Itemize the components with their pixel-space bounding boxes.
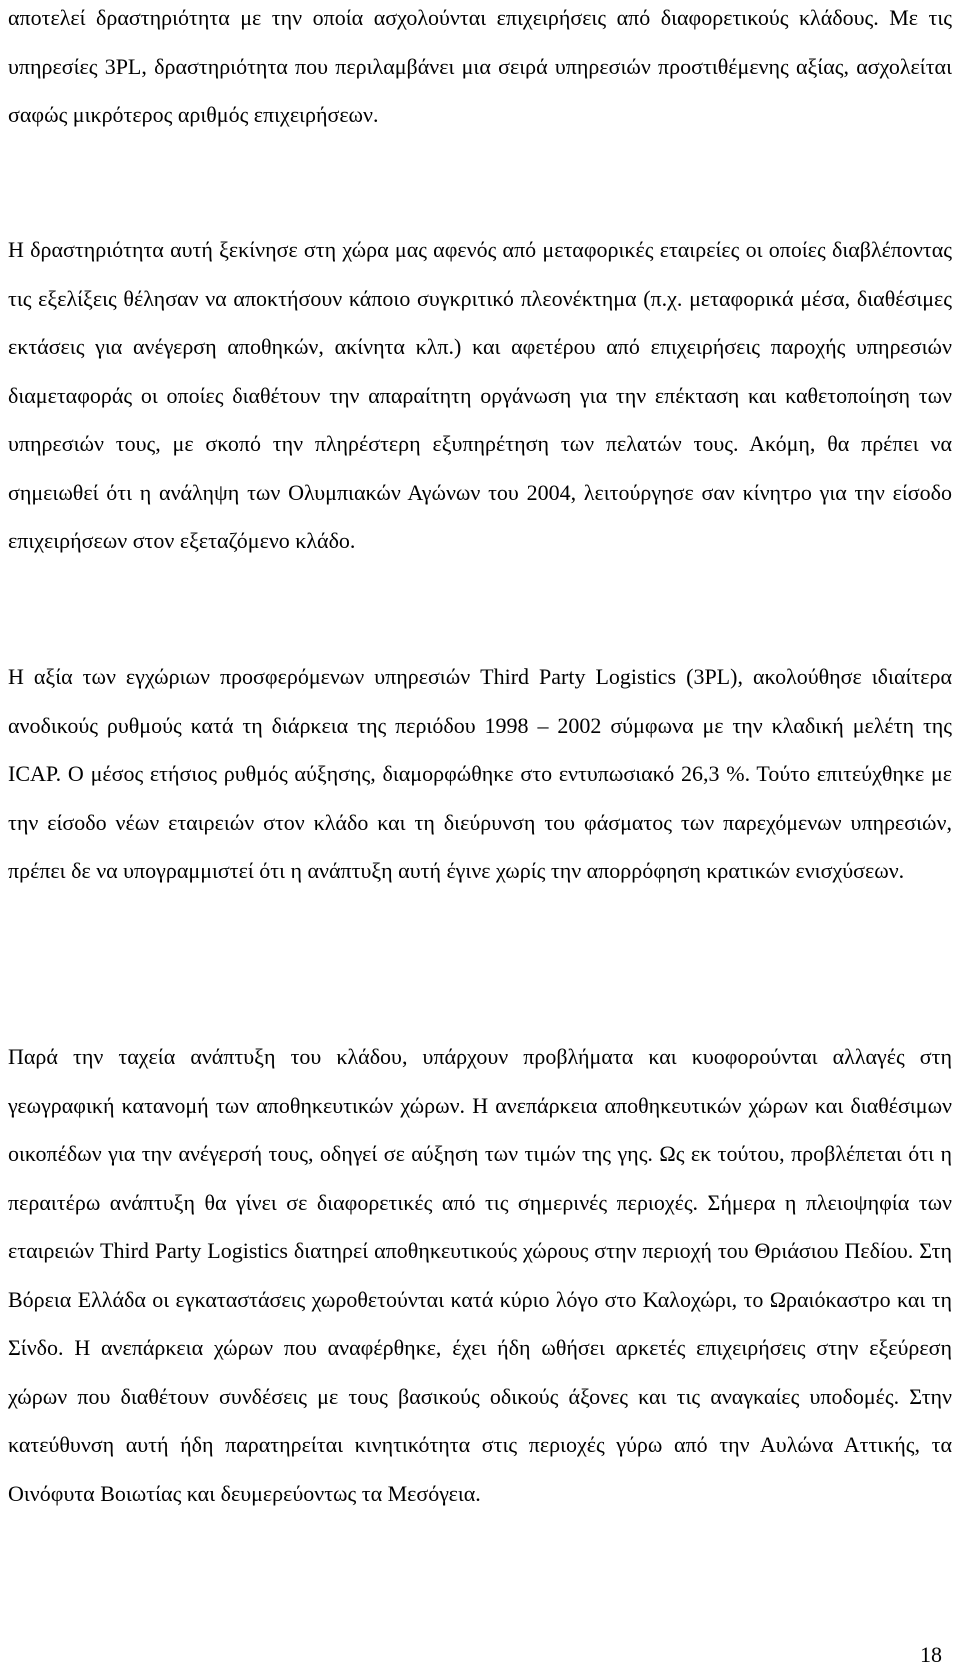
paragraph-4-text: Παρά την ταχεία ανάπτυξη του κλάδου, υπάρχουν προβλήματα και κυοφορούνται αλλαγές στη γεωγραφική κατανομή των αποθηκευτικών χώρων. Η ανεπάρκεια αποθηκευτικών χώρων και διαθέσιμων οικοπέδων για την ανέγερσή τους, οδηγεί σε αύξηση των τιμών της γης. Ως εκ τούτου, προβλέπεται ότι η περαιτέρω ανάπτυξη θα γίνει σε διαφορετικές από τις σημερινές περιοχές. Σήμερα η πλειοψηφία των εταιρειών Third Party Logistics διατηρεί αποθηκευτικούς χώρους στην περιοχή του Θριάσιου Πεδίου. Στη Βόρεια Ελλάδα οι εγκαταστάσεις χωροθετούνται κατά κύριο λόγο στο Καλοχώρι, το Ωραιόκαστρο και τη Σίνδο. Η ανεπάρκεια χώρων που αναφέρθηκε, έχει ήδη ωθήσει αρκετές επιχειρήσεις στην εξεύρεση χώρων που διαθέτουν συνδέσεις με τους βασικούς οδικούς άξονες και τις αναγκαίες υποδομές. Στην κατεύθυνση αυτή ήδη παρατηρείται κινητικότητα στις περιοχές γύρω από την Αυλώνα Αττικής, τα Οινόφυτα Βοιωτίας και δευμερεύοντως τα Μεσόγεια. <box>8 1044 952 1506</box>
paragraph-2-text: Η δραστηριότητα αυτή ξεκίνησε στη χώρα μας αφενός από μεταφορικές εταιρείες οι οποίες διαβλέποντας τις εξελίξεις θέλησαν να αποκτήσουν κάποιο συγκριτικό πλεονέκτημα (π.χ. μεταφορικά μέσα, διαθέσιμες εκτάσεις για ανέγερση αποθηκών, ακίνητα κλπ.) και αφετέρου από επιχειρήσεις παροχής υπηρεσιών διαμεταφοράς οι οποίες διαθέτουν την απαραίτητη οργάνωση για την επέκταση και καθετοποίηση των υπηρεσιών τους, με σκοπό την πληρέστερη εξυπηρέτηση των πελατών τους. Ακόμη, θα πρέπει να σημειωθεί ότι η ανάληψη των Ολυμπιακών Αγώνων του 2004, λειτούργησε σαν κίνητρο για την είσοδο επιχειρήσεων στον εξεταζόμενο κλάδο. <box>8 237 952 553</box>
paragraph-1-text: αποτελεί δραστηριότητα με την οποία ασχολούνται επιχειρήσεις από διαφορετικούς κλάδους. Με τις υπηρεσίες 3PL, δραστηριότητα που περιλαμβάνει μια σειρά υπηρεσιών προστιθέμενης αξίας, ασχολείται σαφώς μικρότερος αριθμός επιχειρήσεων. <box>8 5 952 127</box>
paragraph-3-text: Η αξία των εγχώριων προσφερόμενων υπηρεσιών Third Party Logistics (3PL), ακολούθησε ιδιαίτερα ανοδικούς ρυθμούς κατά τη διάρκεια της περιόδου 1998 – 2002 σύμφωνα με την κλαδική μελέτη της ICAP. Ο μέσος ετήσιος ρυθμός αύξησης, διαμορφώθηκε στο εντυπωσιακό 26,3 %. Τούτο επιτεύχθηκε με την είσοδο νέων εταιρειών στον κλάδο και τη διεύρυνση του φάσματος των παρεχόμενων υπηρεσιών, πρέπει δε να υπογραμμιστεί ότι η ανάπτυξη αυτή έγινε χωρίς την απορρόφηση κρατικών ενισχύσεων. <box>8 664 952 883</box>
paragraph-3 <box>8 653 952 896</box>
paragraph-2 <box>8 226 952 566</box>
page-number: 18 <box>920 1642 942 1667</box>
paragraph-4 <box>8 1033 952 1518</box>
paragraph-1 <box>8 0 952 140</box>
